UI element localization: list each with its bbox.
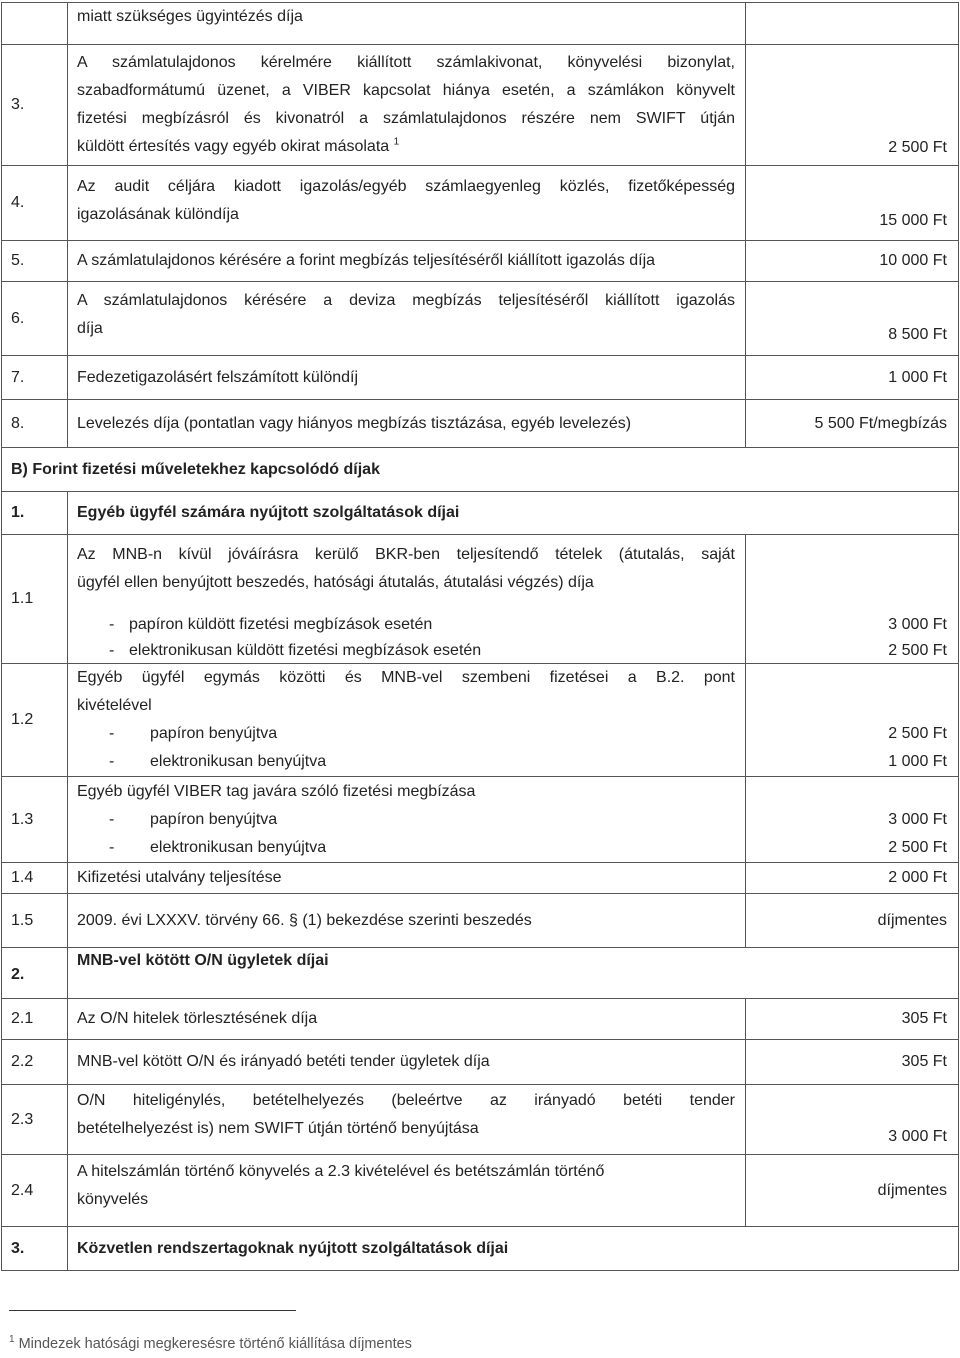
row-description: Kifizetési utalvány teljesítése xyxy=(68,863,746,894)
row-description xyxy=(68,241,746,282)
row-number: 3. xyxy=(2,45,68,166)
footnote-reference[interactable]: 1 xyxy=(393,136,400,148)
group-title: Közvetlen rendszertagoknak nyújtott szolgáltatások díjai xyxy=(68,1227,959,1271)
row-number: 4. xyxy=(2,166,68,241)
row-amount xyxy=(746,777,959,863)
fee-document xyxy=(1,2,958,1271)
row-number: 6. xyxy=(2,282,68,356)
list-item: - papíron benyújtva xyxy=(109,811,278,828)
row-description xyxy=(68,535,746,664)
table-row xyxy=(2,664,959,777)
table-row xyxy=(2,1085,959,1155)
row-description xyxy=(68,45,746,166)
footnote xyxy=(9,1336,412,1352)
row-number: 1.4 xyxy=(2,863,68,894)
item-amount: 3 000 Ft xyxy=(888,616,947,633)
table-row xyxy=(2,282,959,356)
row-text: A számlatulajdonos kérésére a deviza megbízás teljesítéséről kiállított igazolás xyxy=(77,292,735,309)
group-number: 1. xyxy=(2,492,68,535)
row-text: A számlatulajdonos kérelmére kiállított számlakivonat, könyvelési bizonylat, xyxy=(77,54,735,71)
row-text: küldött értesítés vagy egyéb okirat másolata $^1$ xyxy=(77,136,400,155)
row-text: igazolásának különdíja xyxy=(77,206,239,223)
row-text: kivételével xyxy=(77,697,152,714)
row-number: 5. xyxy=(2,241,68,282)
row-description xyxy=(68,282,746,356)
item-amount: 3 000 Ft xyxy=(888,811,947,828)
table-row xyxy=(2,45,959,166)
row-number: 7. xyxy=(2,356,68,400)
table-row xyxy=(2,356,959,400)
item-amount: 2 500 Ft xyxy=(888,839,947,856)
row-text: Levelezés díja (pontatlan vagy hiányos megbízás tisztázása, egyéb levelezés) xyxy=(77,414,632,432)
list-item: - elektronikusan benyújtva xyxy=(109,839,327,856)
group-number: 3. xyxy=(2,1227,68,1271)
row-number: 2.4 xyxy=(2,1155,68,1227)
fee-table xyxy=(1,2,959,1271)
table-row xyxy=(2,863,959,894)
table-row xyxy=(2,999,959,1040)
section-heading-row xyxy=(2,448,959,492)
row-amount xyxy=(746,3,959,45)
row-number: 8. xyxy=(2,400,68,448)
row-description: Az O/N hitelek törlesztésének díja xyxy=(68,999,746,1040)
row-text: miatt szükséges ügyintézés díja xyxy=(77,8,303,25)
row-amount: 1 000 Ft xyxy=(746,356,959,400)
list-item: - papíron benyújtva xyxy=(109,725,278,742)
table-row xyxy=(2,241,959,282)
row-amount: 15 000 Ft xyxy=(746,166,959,241)
table-row xyxy=(2,400,959,448)
group-title: Egyéb ügyfél számára nyújtott szolgáltatások díjai xyxy=(68,492,959,535)
section-heading: B) Forint fizetési műveletekhez kapcsolódó díjak xyxy=(2,448,959,492)
group-heading-row xyxy=(2,492,959,535)
table-row xyxy=(2,535,959,664)
table-row xyxy=(2,894,959,948)
row-description xyxy=(68,3,746,45)
item-amount: 2 500 Ft xyxy=(888,642,947,659)
row-number xyxy=(2,3,68,45)
row-amount: 8 500 Ft xyxy=(746,282,959,356)
row-amount: 305 Ft xyxy=(746,1040,959,1085)
group-title: MNB-vel kötött O/N ügyletek díjai xyxy=(68,948,959,999)
row-text: A hitelszámlán történő könyvelés a 2.3 kivételével és betétszámlán történő xyxy=(77,1163,605,1180)
row-amount: 2 000 Ft xyxy=(746,863,959,894)
row-description xyxy=(68,166,746,241)
list-item: - papíron küldött fizetési megbízások esetén xyxy=(109,616,433,633)
row-amount xyxy=(746,535,959,664)
row-amount: díjmentes xyxy=(746,1155,959,1227)
row-text: könyvelés xyxy=(77,1191,149,1208)
row-number: 2.3 xyxy=(2,1085,68,1155)
row-text: O/N hiteligénylés, betételhelyezés (beleértve az irányadó betéti tender xyxy=(77,1092,735,1109)
row-description xyxy=(68,777,746,863)
group-heading-row xyxy=(2,948,959,999)
row-text: Egyéb ügyfél VIBER tag javára szóló fizetési megbízása xyxy=(77,783,476,800)
row-number: 1.1 xyxy=(2,535,68,664)
row-description: 2009. évi LXXXV. törvény 66. § (1) bekezdése szerinti beszedés xyxy=(68,894,746,948)
row-text: Az audit céljára kiadott igazolás/egyéb számlaegyenleg közlés, fizetőképesség xyxy=(77,178,735,195)
group-heading-row xyxy=(2,1227,959,1271)
row-amount: díjmentes xyxy=(746,894,959,948)
footnote-text: Mindezek hatósági megkeresésre történő kiállítása díjmentes xyxy=(18,1336,412,1352)
row-number: 1.2 xyxy=(2,664,68,777)
row-description xyxy=(68,356,746,400)
row-number: 1.3 xyxy=(2,777,68,863)
table-row xyxy=(2,3,959,45)
row-number: 1.5 xyxy=(2,894,68,948)
group-number: 2. xyxy=(2,948,68,999)
row-text: Egyéb ügyfél egymás közötti és MNB-vel szembeni fizetései a B.2. pont xyxy=(77,669,735,686)
item-amount: 1 000 Ft xyxy=(888,753,947,770)
row-text: ügyfél ellen benyújtott beszedés, hatósági átutalás, átutalási végzés) díja xyxy=(77,574,594,591)
table-row xyxy=(2,1155,959,1227)
row-text: A számlatulajdonos kérésére a forint megbízás teljesítéséről kiállított igazolás díja xyxy=(77,252,656,269)
list-item: - elektronikusan benyújtva xyxy=(109,753,327,770)
row-amount: 10 000 Ft xyxy=(746,241,959,282)
row-description: MNB-vel kötött O/N és irányadó betéti tender ügyletek díja xyxy=(68,1040,746,1085)
footnote-mark: 1 xyxy=(9,1334,15,1346)
table-row xyxy=(2,166,959,241)
list-item: - elektronikusan küldött fizetési megbízások esetén xyxy=(109,642,482,659)
row-text: szabadformátumú üzenet, a VIBER kapcsolat hiánya esetén, a számlákon könyvelt xyxy=(77,82,735,99)
footnote-separator xyxy=(9,1310,296,1311)
row-description xyxy=(68,1155,746,1227)
row-description xyxy=(68,664,746,777)
row-description xyxy=(68,400,746,448)
row-amount: 2 500 Ft xyxy=(746,45,959,166)
row-amount: 3 000 Ft xyxy=(746,1085,959,1155)
row-number: 2.1 xyxy=(2,999,68,1040)
row-amount: 5 500 Ft/megbízás xyxy=(746,400,959,448)
row-number: 2.2 xyxy=(2,1040,68,1085)
table-row xyxy=(2,777,959,863)
row-description xyxy=(68,1085,746,1155)
item-amount: 2 500 Ft xyxy=(888,725,947,742)
row-text: Az MNB-n kívül jóváírásra kerülő BKR-ben teljesítendő tételek (átutalás, saját xyxy=(77,546,735,563)
row-text: díja xyxy=(77,320,103,337)
row-amount xyxy=(746,664,959,777)
row-text: fizetési megbízásról és kivonatról a számlatulajdonos részére nem SWIFT útján xyxy=(77,110,735,127)
table-row xyxy=(2,1040,959,1085)
row-text: betételhelyezést is) nem SWIFT útján történő benyújtása xyxy=(77,1120,479,1137)
row-text: Fedezetigazolásért felszámított különdíj xyxy=(77,368,359,386)
row-amount: 305 Ft xyxy=(746,999,959,1040)
